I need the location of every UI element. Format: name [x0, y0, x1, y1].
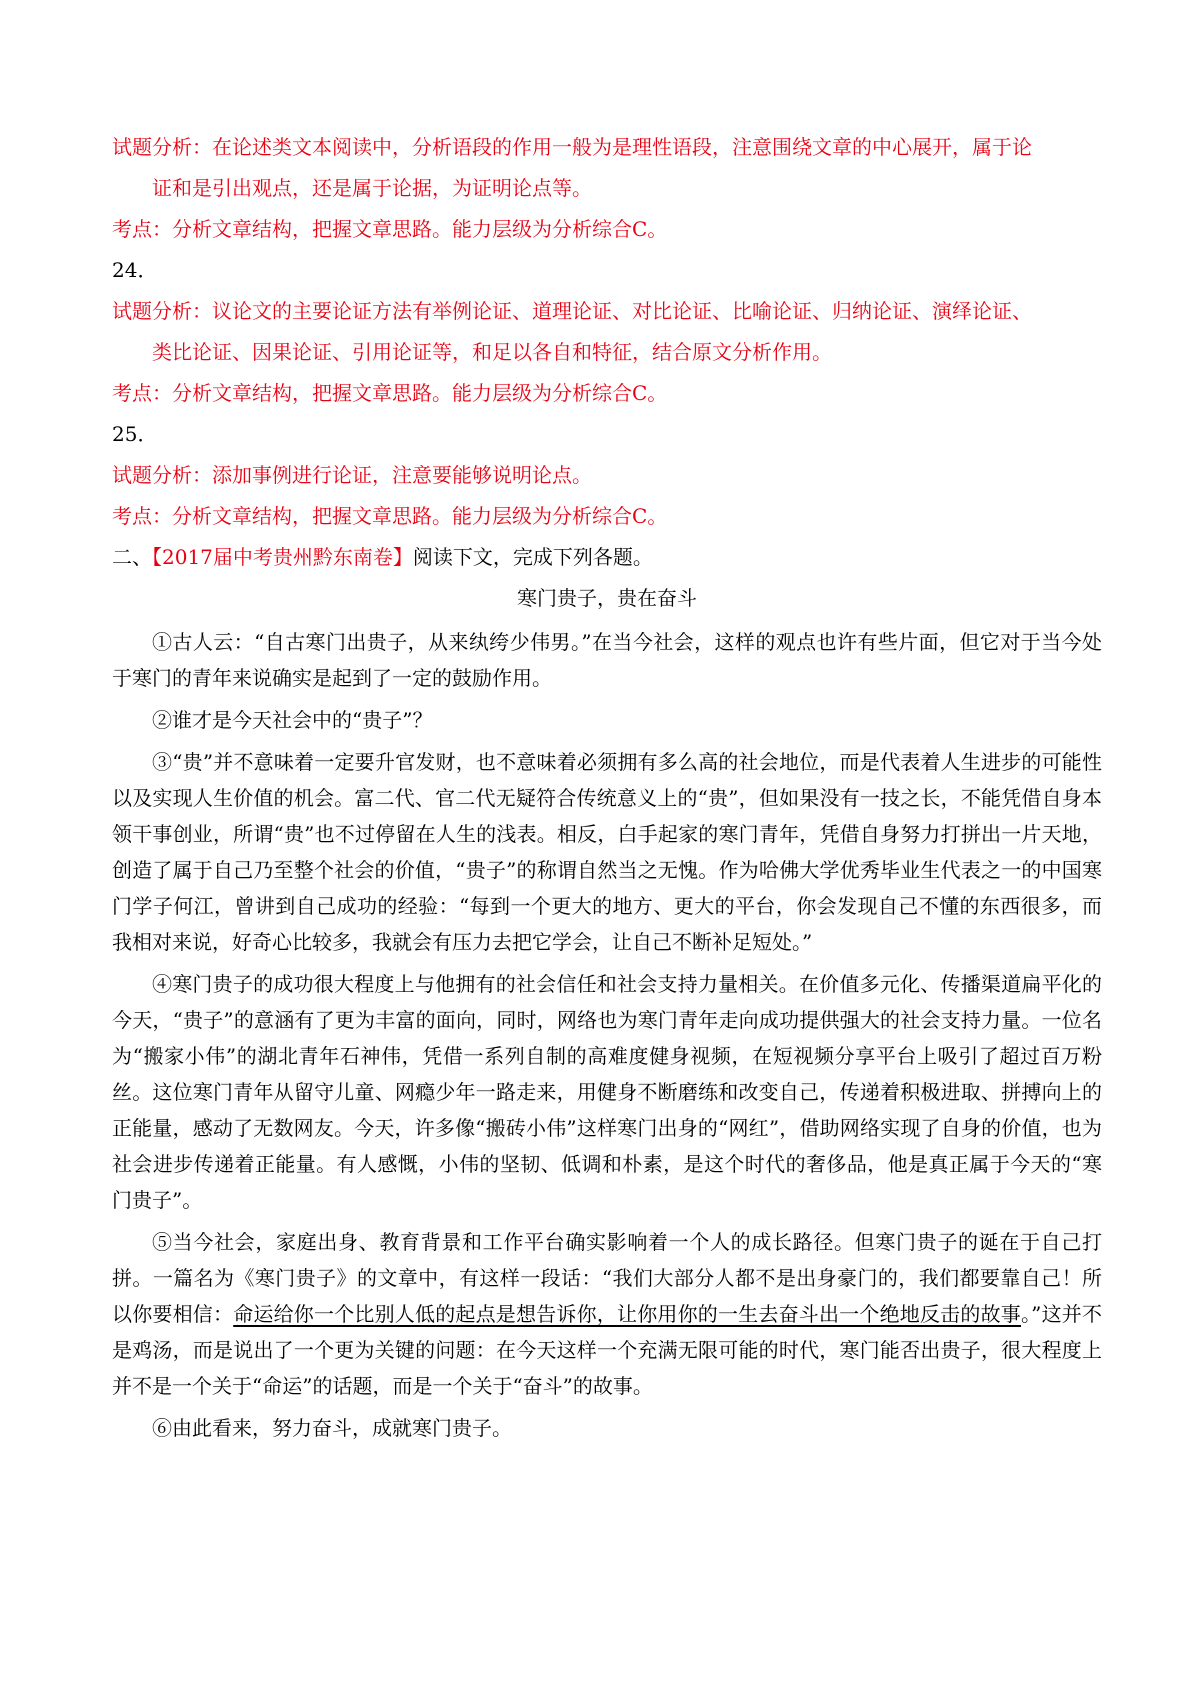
- article-paragraph-3: ③“贵”并不意味着一定要升官发财，也不意味着必须拥有多么高的社会地位，而是代表着人生进步的可能性以及实现人生价值的机会。富二代、官二代无疑符合传统意义上的“贵”，但如果没有一技之长，不能凭借自身本领干事创业，所谓“贵”也不过停留在人生的浅表。相反，白手起家的寒门青年，凭借自身努力打拼出一片天地，创造了属于自己乃至整个社会的价值，“贵子”的称谓自然当之无愧。作为哈佛大学优秀毕业生代表之一的中国寒门学子何江，曾讲到自己成功的经验：“每到一个更大的地方、更大的平台，你会发现自己不懂的东西很多，而我相对来说，好奇心比较多，我就会有压力去把它学会，让自己不断补足短处。”: [112, 750, 1102, 954]
- analysis-block-1: [112, 132, 1102, 245]
- analysis-line: [112, 296, 1102, 327]
- analysis-block-24: [112, 255, 1102, 409]
- analysis-line: [112, 460, 1102, 491]
- analysis-continuation: 证和是引出观点，还是属于论据，为证明论点等。: [152, 176, 592, 200]
- analysis-block-25: [112, 419, 1102, 532]
- analysis-text: 在论述类文本阅读中，分析语段的作用一般为是理性语段，注意围绕文章的中心展开，属于论: [212, 135, 1032, 159]
- kaodian-line: 考点：分析文章结构，把握文章思路。能力层级为分析综合C。: [112, 504, 668, 528]
- analysis-label: 试题分析：: [112, 463, 212, 487]
- analysis-text: 议论文的主要论证方法有举例论证、道理论证、对比论证、比喻论证、归纳论证、演绎论证、: [212, 299, 1032, 323]
- section-source: 【2017届中考贵州黔东南卷】: [152, 545, 413, 569]
- analysis-continuation: 类比论证、因果论证、引用论证等，和足以各自和特征，结合原文分析作用。: [152, 340, 832, 364]
- paragraph-5-text-before: ⑤当今社会，家庭出身、教育背景和工作平台确实影响着一个人的成长路径。但寒门贵子的诞在于自己打拼。一篇名为《寒门贵子》的文章中，有这样一段话：“我们大部分人都不是出身豪门的，我们都要靠自己！所以你要相信：: [112, 1230, 1102, 1326]
- article-title: 寒门贵子，贵在奋斗: [517, 586, 697, 610]
- article: [112, 583, 1102, 1446]
- article-paragraph-1: ①古人云：“自古寒门出贵子，从来纨绔少伟男。”在当今社会，这样的观点也许有些片面，但它对于当今处于寒门的青年来说确实是起到了一定的鼓励作用。: [112, 630, 1102, 690]
- section-prefix: 二、: [112, 545, 152, 569]
- analysis-text: 添加事例进行论证，注意要能够说明论点。: [212, 463, 592, 487]
- kaodian-line: 考点：分析文章结构，把握文章思路。能力层级为分析综合C。: [112, 217, 668, 241]
- analysis-label: 试题分析：: [112, 135, 212, 159]
- question-number: 25．: [112, 422, 158, 446]
- article-paragraph-4: ④寒门贵子的成功很大程度上与他拥有的社会信任和社会支持力量相关。在价值多元化、传播渠道扁平化的今天，“贵子”的意涵有了更为丰富的面向，同时，网络也为寒门青年走向成功提供强大的社会支持力量。一位名为“搬家小伟”的湖北青年石神伟，凭借一系列自制的高难度健身视频，在短视频分享平台上吸引了超过百万粉丝。这位寒门青年从留守儿童、网瘾少年一路走来，用健身不断磨练和改变自己，传递着积极进取、拼搏向上的正能量，感动了无数网友。今天，许多像“搬砖小伟”这样寒门出身的“网红”，借助网络实现了自身的价值，也为社会进步传递着正能量。有人感慨，小伟的坚韧、低调和朴素，是这个时代的奢侈品，他是真正属于今天的“寒门贵子”。: [112, 972, 1102, 1212]
- article-paragraph-2: ②谁才是今天社会中的“贵子”？: [152, 708, 433, 732]
- section-heading: [112, 542, 1102, 573]
- article-paragraph-5: [112, 1224, 1102, 1404]
- underlined-sentence: 命运给你一个比别人低的起点是想告诉你，让你用你的一生去奋斗出一个绝地反击的故事: [233, 1302, 1021, 1326]
- paragraph-5-text-after: 。”这并不是鸡汤，而是说出了一个更为关键的问题：在今天这样一个充满无限可能的时代，寒门能否出贵子，很大程度上并不是一个关于“命运”的话题，而是一个关于“奋斗”的故事。: [112, 1302, 1103, 1398]
- article-paragraph-6: ⑥由此看来，努力奋斗，成就寒门贵子。: [152, 1416, 512, 1440]
- kaodian-line: 考点：分析文章结构，把握文章思路。能力层级为分析综合C。: [112, 381, 668, 405]
- analysis-label: 试题分析：: [112, 299, 212, 323]
- question-number: 24．: [112, 258, 158, 282]
- page-content: [112, 132, 1102, 1452]
- section-instruction: 阅读下文，完成下列各题。: [412, 545, 653, 569]
- analysis-line: [112, 132, 1102, 163]
